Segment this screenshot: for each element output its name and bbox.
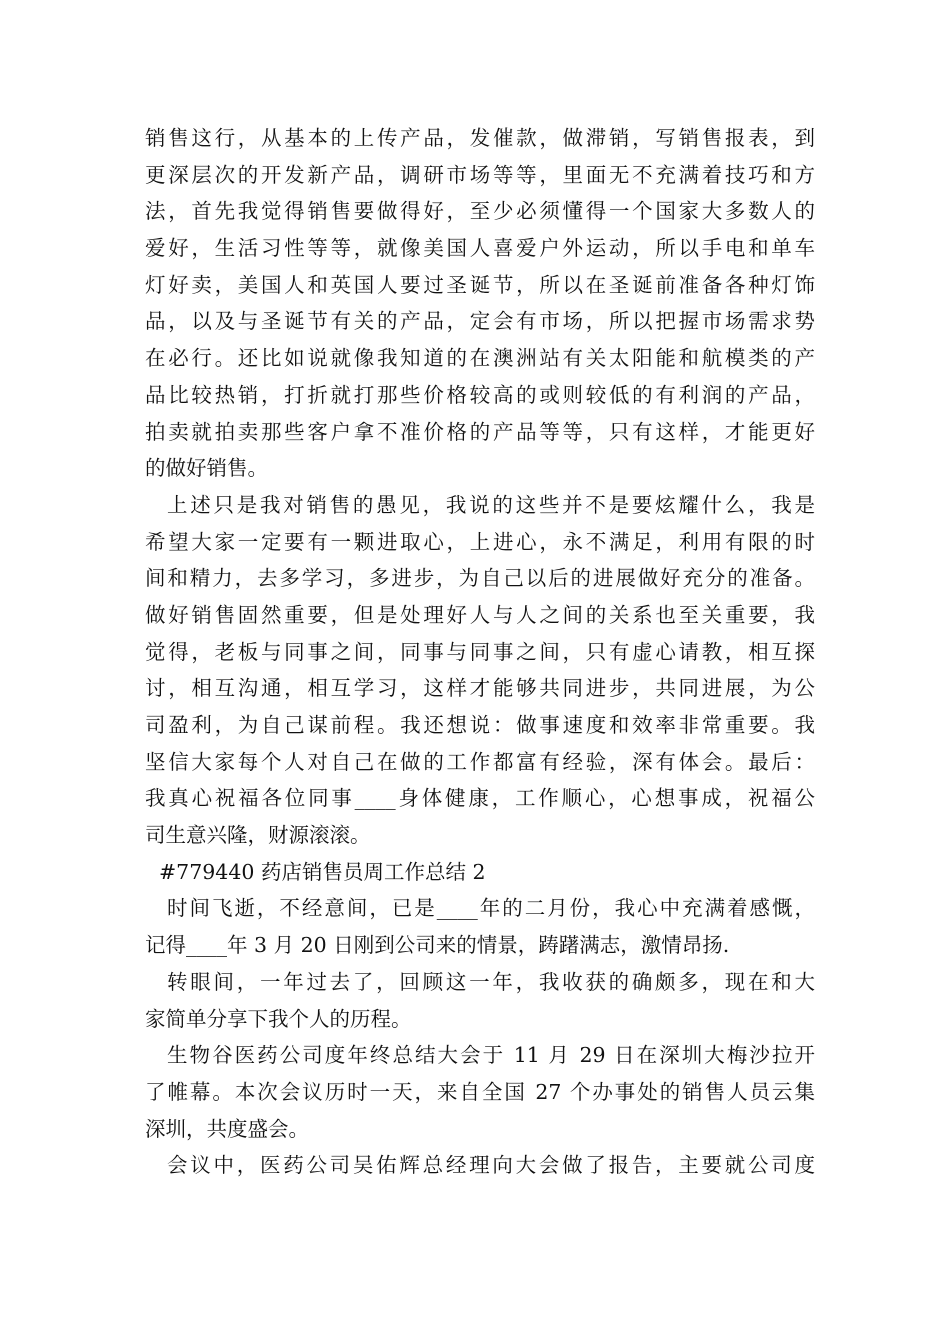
text-line: 的做好销售。 — [145, 456, 268, 481]
text-line: 转眼间，一年过去了，回顾这一年，我收获的确颇多，现在和大 — [167, 969, 815, 994]
text-line: 更深层次的开发新产品，调研市场等等，里面无不充满着技巧和方 — [145, 162, 815, 187]
text-line: 做好销售固然重要，但是处理好人与人之间的关系也至关重要，我 — [145, 602, 815, 627]
text-line: 觉得，老板与同事之间，同事与同事之间，只有虚心请教，相互探 — [145, 639, 815, 664]
text-line: 品，以及与圣诞节有关的产品，定会有市场，所以把握市场需求势 — [145, 309, 815, 334]
text-line: 坚信大家每个人对自己在做的工作都富有经验，深有体会。最后： — [145, 749, 815, 774]
text-line: 品比较热销，打折就打那些价格较高的或则较低的有利润的产品， — [145, 382, 815, 407]
text-line: 灯好卖，美国人和英国人要过圣诞节，所以在圣诞前准备各种灯饰 — [145, 272, 815, 297]
text-line: 法，首先我觉得销售要做得好，至少必须懂得一个国家大多数人的 — [145, 199, 815, 224]
text-line: 司生意兴隆，财源滚滚。 — [145, 823, 371, 848]
text-line: 爱好，生活习性等等，就像美国人喜爱户外运动，所以手电和单车 — [145, 236, 815, 261]
text-line: 上述只是我对销售的愚见，我说的这些并不是要炫耀什么，我是 — [167, 492, 815, 517]
text-line: 时间飞逝，不经意间，已是____年的二月份，我心中充满着感慨， — [167, 896, 815, 921]
text-line: 拍卖就拍卖那些客户拿不准价格的产品等等，只有这样，才能更好 — [145, 419, 815, 444]
text-line: 我真心祝福各位同事____身体健康，工作顺心，心想事成，祝福公 — [145, 786, 815, 811]
document-body — [145, 120, 815, 1184]
text-line: 生物谷医药公司度年终总结大会于 11 月 29 日在深圳大梅沙拉开 — [167, 1043, 815, 1068]
text-line: 记得____年 3 月 20 日刚到公司来的情景，踌躇满志，激情昂扬. — [145, 933, 730, 958]
text-line: 讨，相互沟通，相互学习，这样才能够共同进步，共同进展，为公 — [145, 676, 815, 701]
text-line: 销售这行，从基本的上传产品，发催款，做滞销，写销售报表，到 — [145, 126, 815, 150]
text-line: 司盈利，为自己谋前程。我还想说：做事速度和效率非常重要。我 — [145, 713, 815, 737]
text-line: 在必行。还比如说就像我知道的在澳洲站有关太阳能和航模类的产 — [145, 346, 815, 371]
text-line: 会议中，医药公司吴佑辉总经理向大会做了报告，主要就公司度 — [167, 1153, 815, 1178]
text-line: 了帷幕。本次会议历时一天，来自全国 27 个办事处的销售人员云集 — [145, 1079, 815, 1104]
text-line: 家简单分享下我个人的历程。 — [145, 1006, 412, 1031]
text-line: 希望大家一定要有一颗进取心，上进心，永不满足，利用有限的时 — [145, 529, 815, 554]
text-line: 深圳，共度盛会。 — [145, 1116, 309, 1141]
text-line: 间和精力，去多学习，多进步，为自己以后的进展做好充分的准备。 — [145, 566, 815, 591]
section-heading: #779440 药店销售员周工作总结 2 — [159, 859, 486, 884]
